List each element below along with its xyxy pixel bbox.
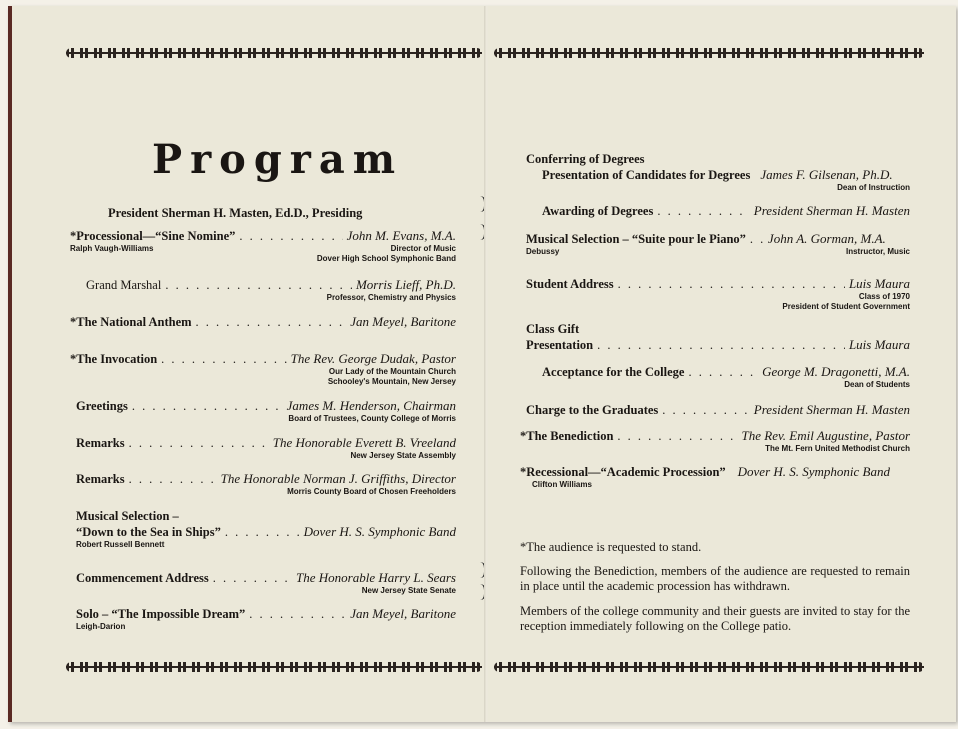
program-entry: *Recessional—“Academic Procession” Dover H. S. Symphonic Band Clifton Williams (520, 464, 890, 489)
program-entry: Awarding of Degrees . . . President Sherman H. Masten (542, 203, 910, 219)
bottom-ornament-border (494, 662, 924, 672)
program-entry: Remarks . . . The Honorable Everett B. Vreeland New Jersey State Assembly (76, 435, 456, 461)
program-entry: Musical Selection – “Down to the Sea in Ships” . . . Dover H. S. Symphonic Band Robert Russell Bennett (76, 509, 456, 550)
program-entry: Remarks . . . The Honorable Norman J. Griffiths, Director Morris County Board of Chosen Freeholders (76, 471, 456, 497)
stand-note: *The audience is requested to stand. (520, 540, 702, 554)
program-entry: Greetings . . . James M. Henderson, Chairman Board of Trustees, County College of Morris (76, 398, 456, 424)
bottom-ornament-border (66, 662, 482, 672)
program-entry: Solo – “The Impossible Dream” . . . Jan Meyel, Baritone Leigh-Darion (76, 606, 456, 632)
program-entry: Class Gift Presentation . . . Luis Maura (526, 322, 910, 353)
top-ornament-border (494, 48, 924, 58)
program-entry: *The National Anthem . . . Jan Meyel, Baritone (70, 314, 456, 330)
program-entry: Charge to the Graduates . . . President Sherman H. Masten (526, 402, 910, 418)
presiding-line: President Sherman H. Masten, Ed.D., Presiding (108, 206, 363, 220)
program-entry: *Processional—“Sine Nomine” . . . John M. Evans, M.A. Ralph Vaugh-Williams Director of Music Dover High School Symphonic Band (70, 228, 456, 264)
program-entry: Conferring of Degrees Presentation of Candidates for Degrees James F. Gilsenan, Ph.D. Dean of Instruction (526, 152, 910, 192)
program-booklet (8, 6, 956, 722)
reception-note: Members of the college community and their guests are invited to stay for the reception immediately following on the College patio. (520, 604, 910, 633)
program-entry: Acceptance for the College . . . George M. Dragonetti, M.A. Dean of Students (542, 364, 910, 390)
top-ornament-border (66, 48, 482, 58)
program-entry: *The Benediction . . . The Rev. Emil Augustine, Pastor The Mt. Fern United Methodist Church (520, 428, 910, 454)
program-entry: Commencement Address . . . The Honorable Harry L. Sears New Jersey State Senate (76, 570, 456, 596)
program-entry: Grand Marshal . . . Morris Lieff, Ph.D. Professor, Chemistry and Physics (86, 277, 456, 303)
left-page (12, 6, 486, 722)
program-title: Program (152, 136, 404, 183)
program-entry: *The Invocation . . . The Rev. George Dudak, Pastor Our Lady of the Mountain Church Schooley's Mountain, New Jersey (70, 351, 456, 387)
benediction-note: Following the Benediction, members of the audience are requested to remain in place until the academic procession has withdrawn. (520, 564, 910, 593)
program-entry: Musical Selection – “Suite pour le Piano” . . . John A. Gorman, M.A. Debussy Instructor, Music (526, 231, 910, 257)
right-page (488, 6, 956, 722)
program-entry: Student Address . . . Luis Maura Class of 1970 President of Student Government (526, 276, 910, 312)
